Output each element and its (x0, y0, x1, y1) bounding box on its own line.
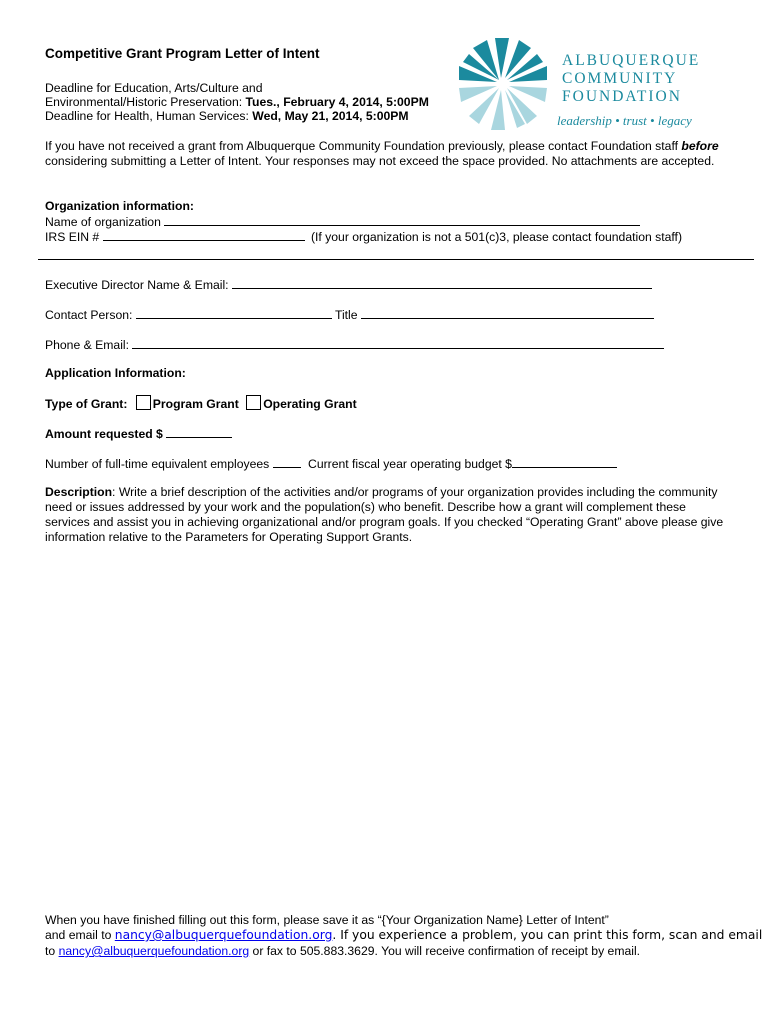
org-name-label: Name of organization (45, 215, 161, 229)
ein-label: IRS EIN # (45, 230, 100, 244)
foundation-logo-icon (453, 34, 553, 134)
page-title: Competitive Grant Program Letter of Intent (45, 46, 320, 61)
deadline-line-1: Deadline for Education, Arts/Culture and (45, 81, 263, 95)
logo-tagline: leadership • trust • legacy (557, 113, 692, 128)
operating-grant-checkbox[interactable] (246, 395, 261, 410)
footer-line-3-suffix: or fax to 505.883.3629. You will receive confirmation of receipt by email. (249, 944, 641, 958)
title-label: Title (334, 308, 358, 322)
footer-line-2 (45, 928, 762, 942)
ein-note: (If your organization is not a 501(c)3, please contact foundation staff) (310, 230, 683, 244)
exec-director-label: Executive Director Name & Email: (45, 278, 229, 292)
footer-line-3-prefix: to (45, 944, 59, 958)
phone-email-label: Phone & Email: (45, 338, 130, 352)
amount-field[interactable] (166, 426, 232, 438)
program-grant-checkbox[interactable] (136, 395, 151, 410)
exec-director-row (45, 277, 652, 292)
fte-field[interactable] (273, 456, 301, 468)
intro-text-1: If you have not received a grant from Albuquerque Community Foundation previously, please contact Foundation staff (45, 139, 678, 153)
description-answer-area[interactable] (45, 548, 725, 898)
grant-type-label: Type of Grant: (45, 397, 128, 411)
deadline-category: Environmental/Historic Preservation: (45, 95, 246, 109)
deadline-line-3 (45, 109, 409, 123)
contact-person-label: Contact Person: (45, 308, 133, 322)
logo-name-line-3: FOUNDATION (562, 88, 682, 105)
intro-paragraph (45, 139, 725, 169)
fte-label: Number of full-time equivalent employees (45, 457, 270, 471)
grant-type-row (45, 395, 357, 411)
footer-email-link[interactable]: nancy@albuquerquefoundation.org (114, 928, 333, 942)
intro-text-2: considering submitting a Letter of Intent. Your responses may not exceed the space provided. No attachments are accepted. (45, 154, 715, 168)
description-label: Description (45, 485, 113, 499)
deadline-date-2: Wed, May 21, 2014, 5:00PM (252, 109, 409, 123)
footer-email-link-2[interactable]: nancy@albuquerquefoundation.org (58, 944, 250, 958)
section-divider (38, 259, 754, 260)
deadline-date-1: Tues., February 4, 2014, 5:00PM (245, 95, 429, 109)
budget-label: Current fiscal year operating budget $ (308, 457, 512, 471)
intro-emphasis: before (681, 139, 719, 153)
logo-name-line-1: ALBUQUERQUE (562, 52, 701, 69)
org-name-field[interactable] (164, 214, 640, 226)
org-info-heading: Organization information: (45, 199, 194, 213)
phone-email-field[interactable] (132, 337, 664, 349)
amount-row (45, 426, 232, 441)
footer-line-3 (45, 944, 640, 958)
exec-director-field[interactable] (232, 277, 652, 289)
description-text: : Write a brief description of the activities and/or programs of your organization provides including the community need or issues addressed by your work and the population(s) who benefit. Describe how a grant will complement these services and assist you in achieving organizational and/or program goals. If you checked “Operating Grant” above please give information relative to the Parameters for Operating Support Grants. (45, 485, 724, 544)
footer-line-1: When you have finished filling out this form, please save it as “{Your Organization Name} Letter of Intent” (45, 913, 609, 927)
org-name-row (45, 214, 640, 229)
budget-field[interactable] (512, 456, 617, 468)
amount-label: Amount requested $ (45, 427, 163, 441)
ein-row (45, 229, 682, 244)
deadline-line-2 (45, 95, 429, 109)
operating-grant-label: Operating Grant (263, 397, 357, 411)
footer-line-2-suffix: . If you experience a problem, you can print this form, scan and email (332, 928, 763, 942)
phone-email-row (45, 337, 664, 352)
description-paragraph (45, 485, 725, 545)
footer-email-prefix: and email to (45, 928, 115, 942)
contact-person-row (45, 307, 654, 322)
contact-person-field[interactable] (136, 307, 332, 319)
deadline-category-2: Deadline for Health, Human Services: (45, 109, 253, 123)
fte-budget-row (45, 456, 617, 471)
logo-name-line-2: COMMUNITY (562, 70, 678, 87)
program-grant-label: Program Grant (152, 397, 239, 411)
application-heading: Application Information: (45, 366, 186, 380)
ein-field[interactable] (103, 229, 305, 241)
title-field[interactable] (361, 307, 654, 319)
